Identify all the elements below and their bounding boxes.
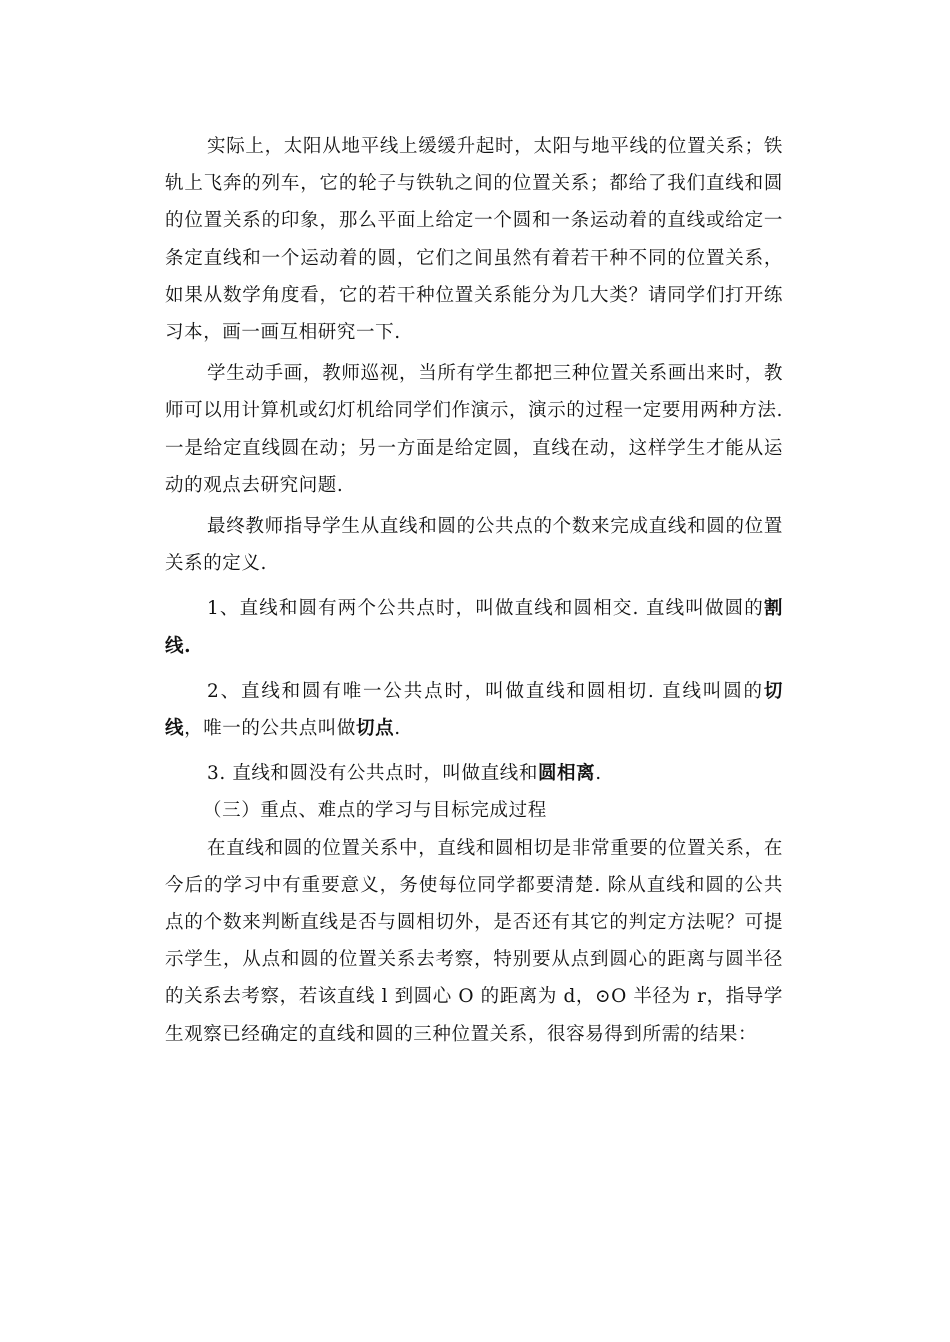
paragraph-tangent-importance: 在直线和圆的位置关系中，直线和圆相切是非常重要的位置关系，在今后的学习中有重要意义，务使每位同学都要清楚. 除从直线和圆的公共点的个数来判断直线是否与圆相切外，是否还有其它的判定方法呢？可提示学生，从点和圆的位置关系去考察，特别要从点到圆心的距离与圆半径的关系去考察，若该直线 l 到圆心 O 的距离为 d，⊙O 半径为 r，指导学生观察已经确定的直线和圆的三种位置关系，很容易得到所需的结果： [165,837,784,1045]
definition-item-separate [165,755,783,792]
paragraph-intro: 实际上，太阳从地平线上缓缓升起时，太阳与地平线的位置关系；铁轨上飞奔的列车，它的轮子与铁轨之间的位置关系；都给了我们直线和圆的位置关系的印象，那么平面上给定一个圆和一条运动着的直线或给定一条定直线和一个运动着的圆，它们之间虽然有着若干种不同的位置关系，如果从数学角度看，它的若干种位置关系能分为几大类？请同学们打开练习本，画一画互相研究一下. [165,136,783,344]
term-secant: 割线 [165,598,783,657]
paragraph-definition-intro: 最终教师指导学生从直线和圆的公共点的个数来完成直线和圆的位置关系的定义. [165,516,783,575]
definition-item-text: 3. 直线和圆没有公共点时，叫做直线和 [207,763,538,785]
section-heading: （三）重点、难点的学习与目标完成过程 [203,800,547,822]
definition-item-end: . [595,763,602,785]
term-tangent-point: 切点 [356,718,395,740]
definition-item-text: 1、直线和圆有两个公共点时，叫做直线和圆相交. 直线叫做圆的 [207,598,764,620]
term-tangent-line: 切线 [165,680,783,740]
document-body [165,128,783,1053]
definition-item-text: 2、直线和圆有唯一公共点时，叫做直线和圆相切. 直线叫圆的 [207,680,764,702]
term-separate: 圆相离 [537,763,596,785]
definition-item-mid: ，唯一的公共点叫做 [184,718,357,740]
paragraph-student-activity: 学生动手画，教师巡视，当所有学生都把三种位置关系画出来时，教师可以用计算机或幻灯机给同学们作演示，演示的过程一定要用两种方法.一是给定直线圆在动；另一方面是给定圆，直线在动，这样学生才能从运动的观点去研究问题. [165,363,783,496]
definition-item-end: . [184,635,192,657]
definition-item-tangent [165,673,783,747]
definition-item-end: . [394,718,401,740]
definition-item-intersect [165,590,783,664]
